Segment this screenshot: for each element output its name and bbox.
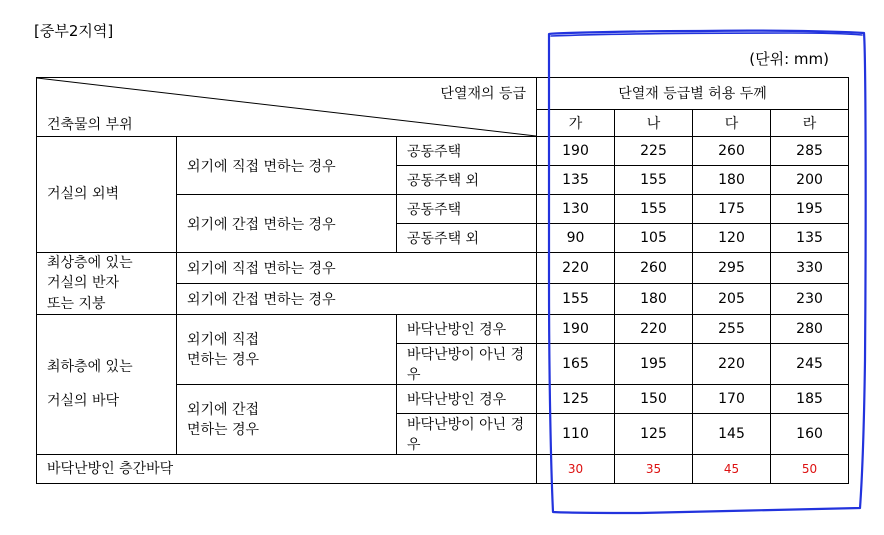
thickness-group-title: 단열재 등급별 허용 두께 bbox=[537, 78, 849, 110]
value-cell: 120 bbox=[693, 224, 771, 253]
grade-header-b: 나 bbox=[615, 109, 693, 136]
value-cell: 145 bbox=[693, 413, 771, 454]
value-cell: 180 bbox=[615, 283, 693, 314]
header-diagonal-cell bbox=[37, 78, 537, 137]
part-interfloor-slab: 바닥난방인 층간바닥 bbox=[37, 454, 537, 483]
region-title: [중부2지역] bbox=[34, 22, 114, 40]
value-cell: 185 bbox=[771, 384, 849, 413]
condition-direct-3-line-2: 면하는 경우 bbox=[187, 352, 260, 369]
value-cell: 285 bbox=[771, 137, 849, 166]
value-cell: 225 bbox=[615, 137, 693, 166]
value-cell: 110 bbox=[537, 413, 615, 454]
value-cell: 165 bbox=[537, 343, 615, 384]
value-cell: 220 bbox=[693, 343, 771, 384]
table-header-row-1 bbox=[37, 78, 849, 110]
condition-indirect-1: 외기에 간접 면하는 경우 bbox=[177, 195, 397, 253]
subtype-floor-heating-1: 바닥난방인 경우 bbox=[397, 314, 537, 343]
value-cell: 160 bbox=[771, 413, 849, 454]
value-cell: 180 bbox=[693, 166, 771, 195]
value-cell: 175 bbox=[693, 195, 771, 224]
value-cell: 330 bbox=[771, 253, 849, 284]
value-cell: 30 bbox=[537, 454, 615, 483]
value-cell: 155 bbox=[615, 166, 693, 195]
value-cell: 45 bbox=[693, 454, 771, 483]
value-cell: 220 bbox=[615, 314, 693, 343]
value-cell: 190 bbox=[537, 314, 615, 343]
insulation-thickness-table bbox=[36, 77, 849, 484]
table-row bbox=[37, 314, 849, 343]
value-cell: 195 bbox=[771, 195, 849, 224]
value-cell: 195 bbox=[615, 343, 693, 384]
value-cell: 125 bbox=[615, 413, 693, 454]
value-cell: 255 bbox=[693, 314, 771, 343]
value-cell: 220 bbox=[537, 253, 615, 284]
value-cell: 90 bbox=[537, 224, 615, 253]
part-living-wall: 거실의 외벽 bbox=[37, 137, 177, 253]
condition-indirect-3 bbox=[177, 384, 397, 454]
value-cell: 260 bbox=[615, 253, 693, 284]
table-row bbox=[37, 253, 849, 284]
value-cell: 125 bbox=[537, 384, 615, 413]
condition-indirect-3-line-2: 면하는 경우 bbox=[187, 422, 260, 439]
value-cell: 130 bbox=[537, 195, 615, 224]
value-cell: 245 bbox=[771, 343, 849, 384]
condition-direct-2: 외기에 직접 면하는 경우 bbox=[177, 253, 537, 284]
value-cell: 170 bbox=[693, 384, 771, 413]
table-row bbox=[37, 137, 849, 166]
value-cell: 260 bbox=[693, 137, 771, 166]
value-cell: 135 bbox=[771, 224, 849, 253]
condition-direct-3 bbox=[177, 314, 397, 384]
value-cell: 135 bbox=[537, 166, 615, 195]
unit-note: (단위: mm) bbox=[749, 50, 829, 68]
part-column-title: 건축물의 부위 bbox=[47, 117, 133, 133]
value-cell: 205 bbox=[693, 283, 771, 314]
subtype-floor-heating-2: 바닥난방인 경우 bbox=[397, 384, 537, 413]
subtype-floor-non-heating-2: 바닥난방이 아닌 경우 bbox=[397, 413, 537, 454]
condition-indirect-3-line-1: 외기에 간접 bbox=[187, 402, 260, 419]
subtype-apartment-1: 공동주택 bbox=[397, 137, 537, 166]
grade-column-title: 단열재의 등급 bbox=[440, 86, 527, 102]
value-cell: 105 bbox=[615, 224, 693, 253]
subtype-apartment-other-1: 공동주택 외 bbox=[397, 166, 537, 195]
value-cell: 200 bbox=[771, 166, 849, 195]
grade-header-c: 다 bbox=[693, 109, 771, 136]
part-top-floor-ceiling bbox=[37, 253, 177, 315]
table-row bbox=[37, 454, 849, 483]
value-cell: 50 bbox=[771, 454, 849, 483]
part-top-line-2: 거실의 반자 bbox=[47, 275, 120, 292]
part-bottom-line-1: 최하층에 있는 bbox=[47, 359, 133, 376]
part-bottom-floor bbox=[37, 314, 177, 454]
value-cell: 155 bbox=[615, 195, 693, 224]
value-cell: 295 bbox=[693, 253, 771, 284]
part-bottom-line-2: 거실의 바닥 bbox=[47, 393, 120, 410]
condition-direct-1: 외기에 직접 면하는 경우 bbox=[177, 137, 397, 195]
value-cell: 190 bbox=[537, 137, 615, 166]
grade-header-d: 라 bbox=[771, 109, 849, 136]
subtype-apartment-2: 공동주택 bbox=[397, 195, 537, 224]
part-top-line-3: 또는 지붕 bbox=[47, 295, 106, 312]
condition-direct-3-line-1: 외기에 직접 bbox=[187, 332, 260, 349]
value-cell: 35 bbox=[615, 454, 693, 483]
condition-indirect-2: 외기에 간접 면하는 경우 bbox=[177, 283, 537, 314]
grade-header-a: 가 bbox=[537, 109, 615, 136]
subtype-apartment-other-2: 공동주택 외 bbox=[397, 224, 537, 253]
part-top-line-1: 최상층에 있는 bbox=[47, 255, 133, 271]
value-cell: 280 bbox=[771, 314, 849, 343]
subtype-floor-non-heating-1: 바닥난방이 아닌 경우 bbox=[397, 343, 537, 384]
value-cell: 155 bbox=[537, 283, 615, 314]
value-cell: 230 bbox=[771, 283, 849, 314]
value-cell: 150 bbox=[615, 384, 693, 413]
